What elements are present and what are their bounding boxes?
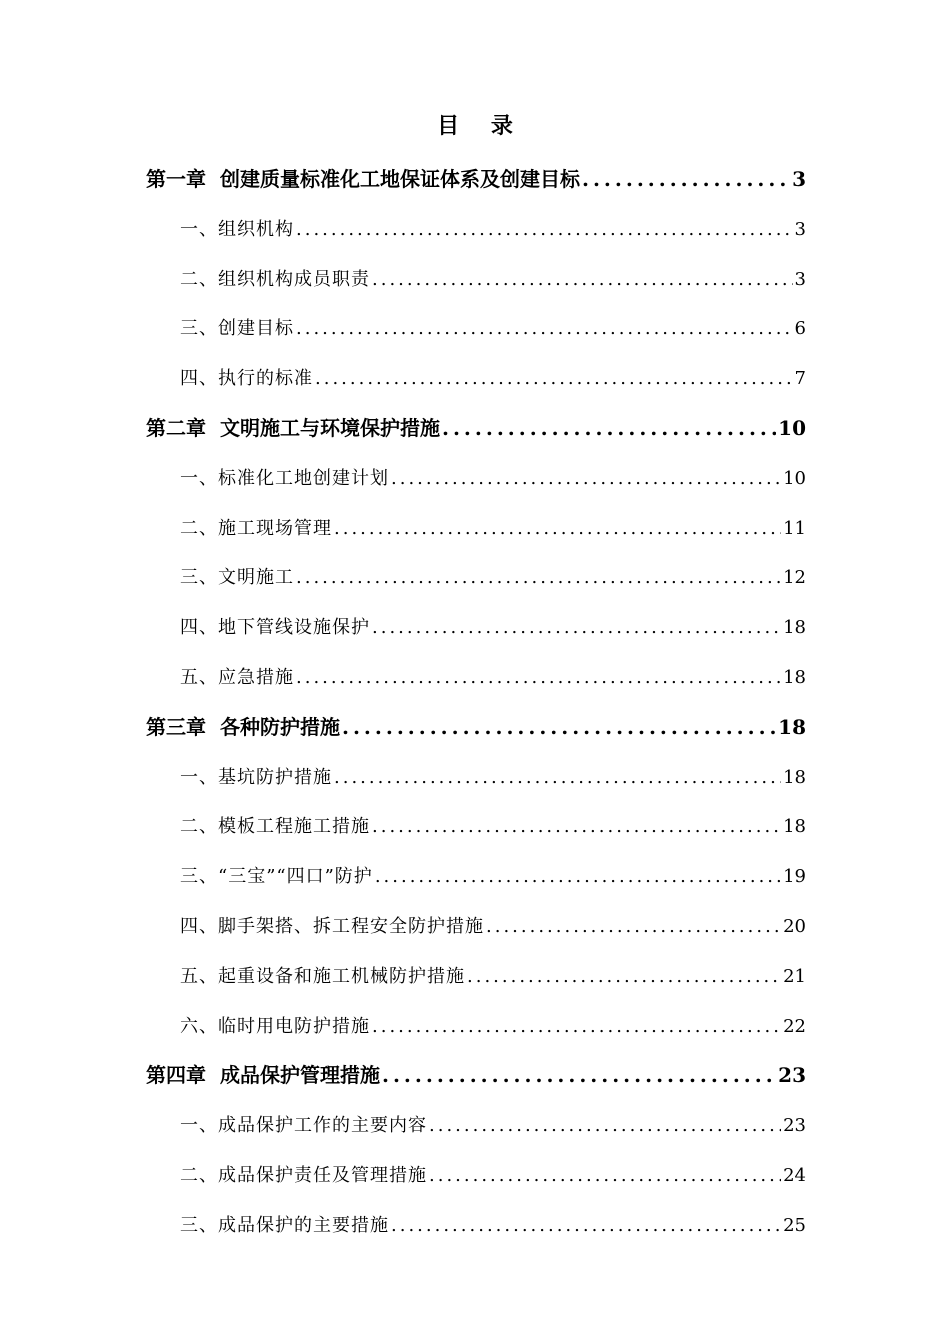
toc-section-entry[interactable]	[146, 952, 806, 1002]
dot-leader	[429, 1101, 781, 1151]
chapter-number: 第一章	[146, 167, 206, 191]
section-title: 三、文明施工	[180, 567, 294, 589]
section-title: 二、施工现场管理	[180, 517, 332, 539]
toc-section-entry[interactable]	[146, 902, 806, 952]
dot-leader	[372, 1002, 781, 1052]
chapter-number: 第四章	[146, 1063, 206, 1088]
dot-leader	[391, 454, 781, 504]
toc-entry-label	[180, 255, 370, 305]
page-number: 6	[794, 318, 806, 340]
toc-section-entry[interactable]	[146, 1201, 806, 1251]
dot-leader	[342, 703, 776, 753]
toc-list	[146, 155, 806, 1251]
page-number: 3	[792, 167, 806, 191]
chapter-title: 成品保护管理措施	[220, 1063, 380, 1088]
toc-entry-label	[180, 1002, 370, 1052]
toc-entry-label	[146, 1051, 380, 1101]
toc-entry-label	[180, 1151, 427, 1201]
toc-section-entry[interactable]	[146, 504, 806, 554]
toc-section-entry[interactable]	[146, 1151, 806, 1201]
dot-leader	[296, 304, 793, 354]
toc-section-entry[interactable]	[146, 802, 806, 852]
dot-leader	[582, 155, 790, 205]
section-title: 五、起重设备和施工机械防护措施	[180, 965, 465, 987]
toc-entry-label	[146, 404, 440, 454]
dot-leader	[372, 255, 793, 305]
dot-leader	[467, 952, 781, 1002]
dot-leader	[382, 1051, 776, 1101]
toc-entry-label	[180, 1201, 389, 1251]
dot-leader	[486, 902, 781, 952]
section-title: 三、成品保护的主要措施	[180, 1214, 389, 1236]
toc-entry-label	[180, 504, 332, 554]
toc-entry-label	[180, 802, 370, 852]
toc-entry-label	[180, 852, 373, 902]
page-number: 18	[778, 714, 806, 739]
page-number: 21	[783, 965, 806, 987]
chapter-number: 第二章	[146, 415, 206, 440]
section-title: 一、成品保护工作的主要内容	[180, 1115, 427, 1137]
page-number: 18	[783, 617, 806, 639]
toc-section-entry[interactable]	[146, 354, 806, 404]
toc-entry-label	[180, 1101, 427, 1151]
page-number: 20	[783, 915, 806, 937]
section-title: 六、临时用电防护措施	[180, 1015, 370, 1037]
page-number: 3	[794, 218, 806, 240]
toc-entry-label	[180, 205, 294, 255]
page-number: 11	[783, 517, 806, 539]
section-title: 五、应急措施	[180, 666, 294, 688]
toc-entry-label	[180, 952, 465, 1002]
toc-entry-label	[180, 653, 294, 703]
toc-entry-label	[180, 902, 484, 952]
toc-entry-label	[146, 703, 340, 753]
page-number: 7	[794, 368, 806, 390]
section-title: 一、基坑防护措施	[180, 766, 332, 788]
chapter-title: 创建质量标准化工地保证体系及创建目标	[220, 167, 580, 191]
toc-section-entry[interactable]	[146, 603, 806, 653]
section-title: 二、组织机构成员职责	[180, 268, 370, 290]
toc-section-entry[interactable]	[146, 753, 806, 803]
dot-leader	[429, 1151, 781, 1201]
page-number: 23	[778, 1063, 806, 1088]
dot-leader	[372, 802, 781, 852]
dot-leader	[334, 504, 781, 554]
toc-chapter-entry[interactable]	[146, 155, 806, 205]
page-number: 23	[783, 1115, 806, 1137]
page-number: 10	[778, 415, 806, 440]
page-number: 25	[783, 1214, 806, 1236]
toc-entry-label	[180, 304, 294, 354]
section-title: 一、组织机构	[180, 218, 294, 240]
toc-section-entry[interactable]	[146, 304, 806, 354]
section-title: 三、“三宝”“四口”防护	[180, 866, 373, 888]
chapter-number: 第三章	[146, 714, 206, 739]
page-number: 3	[794, 268, 806, 290]
dot-leader	[391, 1201, 781, 1251]
dot-leader	[296, 205, 793, 255]
toc-section-entry[interactable]	[146, 255, 806, 305]
section-title: 三、创建目标	[180, 318, 294, 340]
dot-leader	[442, 404, 776, 454]
toc-entry-label	[146, 155, 580, 205]
toc-section-entry[interactable]	[146, 852, 806, 902]
section-title: 四、地下管线设施保护	[180, 617, 370, 639]
page-number: 10	[783, 467, 806, 489]
dot-leader	[372, 603, 781, 653]
toc-entry-label	[180, 454, 389, 504]
toc-entry-label	[180, 354, 313, 404]
page-number: 19	[783, 866, 806, 888]
toc-title: 目 录	[437, 113, 525, 139]
toc-chapter-entry[interactable]	[146, 703, 806, 753]
toc-section-entry[interactable]	[146, 454, 806, 504]
toc-entry-label	[180, 753, 332, 803]
section-title: 二、成品保护责任及管理措施	[180, 1164, 427, 1186]
toc-section-entry[interactable]	[146, 653, 806, 703]
page-number: 12	[783, 567, 806, 589]
toc-section-entry[interactable]	[146, 205, 806, 255]
section-title: 四、执行的标准	[180, 368, 313, 390]
toc-chapter-entry[interactable]	[146, 1051, 806, 1101]
page-number: 18	[783, 666, 806, 688]
section-title: 二、模板工程施工措施	[180, 816, 370, 838]
toc-entry-label	[180, 553, 294, 603]
page-number: 24	[783, 1164, 806, 1186]
toc-entry-label	[180, 603, 370, 653]
chapter-title: 文明施工与环境保护措施	[220, 415, 440, 440]
dot-leader	[296, 553, 781, 603]
toc-section-entry[interactable]	[146, 1101, 806, 1151]
toc-chapter-entry[interactable]	[146, 404, 806, 454]
dot-leader	[315, 354, 793, 404]
section-title: 一、标准化工地创建计划	[180, 467, 389, 489]
dot-leader	[334, 753, 781, 803]
dot-leader	[375, 852, 781, 902]
dot-leader	[296, 653, 781, 703]
page-number: 18	[783, 816, 806, 838]
section-title: 四、脚手架搭、拆工程安全防护措施	[180, 915, 484, 937]
page-number: 18	[783, 766, 806, 788]
toc-section-entry[interactable]	[146, 1002, 806, 1052]
chapter-title: 各种防护措施	[220, 714, 340, 739]
toc-section-entry[interactable]	[146, 553, 806, 603]
page-number: 22	[783, 1015, 806, 1037]
